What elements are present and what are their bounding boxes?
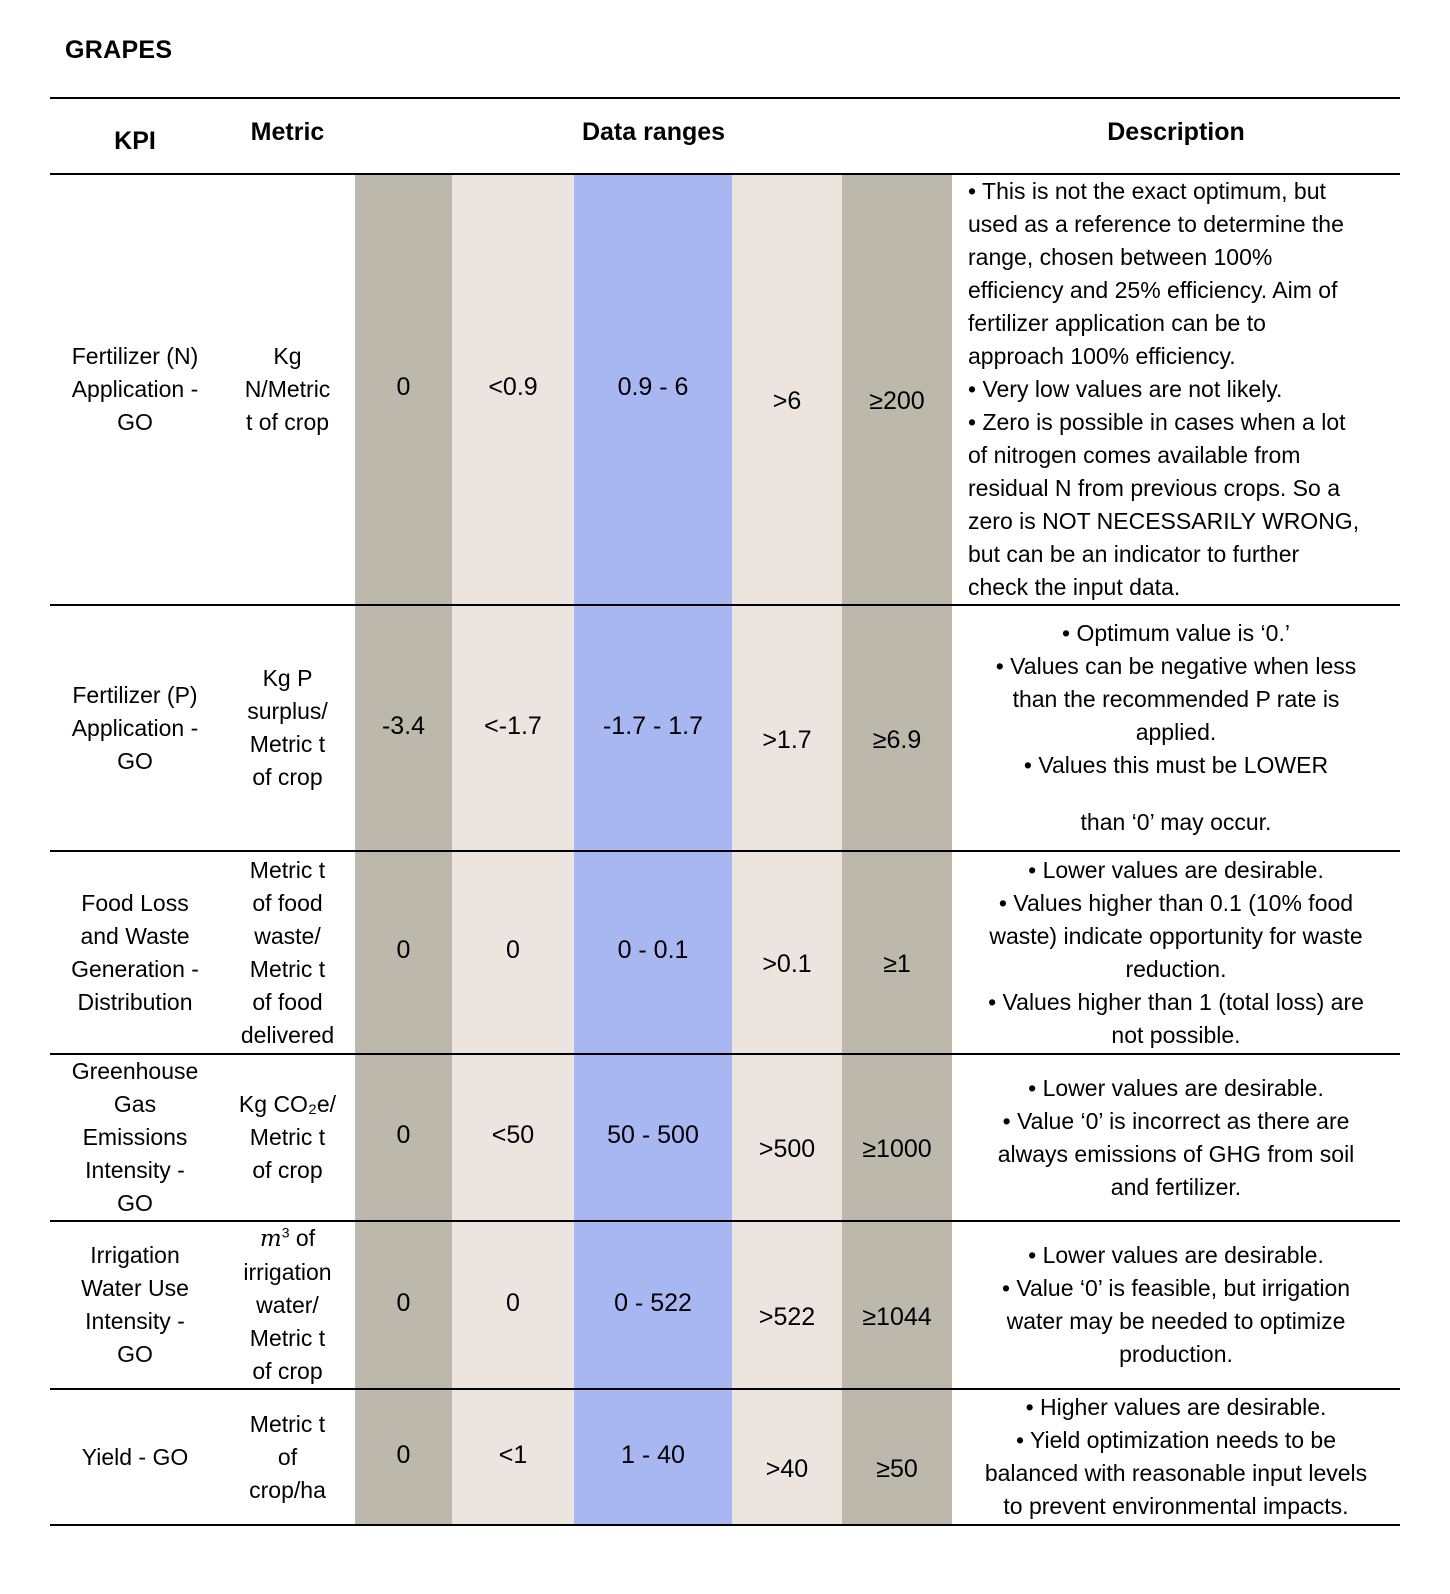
- range-cell-1: [355, 1389, 452, 1525]
- range-cell-2: [452, 851, 574, 1054]
- header-kpi: KPI: [50, 98, 220, 174]
- description-line: to prevent environmental impacts.: [1003, 1493, 1349, 1519]
- kpi-label-line: Water Use: [81, 1275, 189, 1301]
- range-cell-2: [452, 1054, 574, 1221]
- kpi-label-line: GO: [117, 747, 153, 774]
- range-cell-4: [732, 1054, 842, 1221]
- description-line: • Lower values are desirable.: [1028, 1074, 1324, 1101]
- range-value: 0: [396, 936, 411, 964]
- metric-label-line: Metric t: [249, 1124, 326, 1150]
- description-line: • This is not the exact optimum, but: [968, 178, 1326, 204]
- kpi-label-line: Irrigation: [90, 1242, 180, 1268]
- kpi-label-line: Application -: [71, 376, 199, 402]
- metric-label-line: Metric t: [249, 1410, 326, 1437]
- description-line: zero is NOT NECESSARILY WRONG,: [968, 508, 1360, 534]
- range-value: 0: [396, 1440, 411, 1469]
- description-line: check the input data.: [968, 574, 1181, 600]
- metric-label-line: Metric t: [249, 731, 326, 757]
- range-value: <1: [498, 1440, 528, 1469]
- range-value: >0.1: [762, 950, 812, 978]
- kpi-label-line: GO: [117, 1190, 153, 1216]
- description-line: fertilizer application can be to: [968, 310, 1266, 336]
- range-value: ≥1000: [862, 1135, 932, 1163]
- metric-label-line: Kg: [273, 343, 302, 369]
- range-value: >40: [765, 1454, 809, 1483]
- description-cell: [952, 174, 1400, 605]
- range-value: 0: [396, 1121, 411, 1149]
- description-line: • Value ‘0’ is feasible, but irrigation: [1001, 1275, 1351, 1301]
- kpi-cell: [50, 1054, 220, 1221]
- range-value: >6: [772, 387, 802, 415]
- range-value: 50 - 500: [607, 1121, 699, 1149]
- metric-label-line: waste/: [254, 922, 321, 949]
- kpi-label-line: Distribution: [77, 988, 193, 1015]
- metric-label-line: delivered: [240, 1021, 335, 1048]
- range-value: >1.7: [762, 725, 812, 754]
- description-line: than ‘0’ may occur.: [1080, 809, 1272, 835]
- range-cell-5: [842, 851, 952, 1054]
- metric-label-line: crop/ha: [249, 1476, 326, 1503]
- range-value: ≥6.9: [872, 725, 922, 754]
- description-line: approach 100% efficiency.: [968, 343, 1236, 369]
- range-value: >522: [758, 1302, 816, 1331]
- description-line: • Optimum value is ‘0.’: [1062, 620, 1290, 646]
- kpi-label-line: and Waste: [80, 922, 190, 949]
- metric-cell: [220, 1054, 355, 1221]
- header-description: Description: [952, 98, 1400, 174]
- metric-label-line: Metric t: [249, 1325, 326, 1351]
- description-line: balanced with reasonable input levels: [984, 1460, 1368, 1486]
- range-cell-1: [355, 851, 452, 1054]
- metric-unit-base: m: [259, 1226, 282, 1252]
- range-value: <0.9: [488, 373, 538, 401]
- description-line: not possible.: [1111, 1021, 1241, 1048]
- description-line: • Higher values are desirable.: [1025, 1394, 1327, 1420]
- description-line: efficiency and 25% efficiency. Aim of: [968, 277, 1338, 303]
- kpi-cell: [50, 174, 220, 605]
- description-cell: [952, 851, 1400, 1054]
- description-line: • Value ‘0’ is incorrect as there are: [1002, 1107, 1350, 1134]
- metric-label-line: of crop: [252, 764, 323, 790]
- description-line: • Lower values are desirable.: [1028, 856, 1324, 883]
- metric-label-line: of crop: [252, 1358, 323, 1384]
- description-line: used as a reference to determine the: [968, 211, 1344, 237]
- description-line: but can be an indicator to further: [968, 541, 1300, 567]
- metric-unit-line: [224, 1222, 351, 1256]
- range-value: -1.7 - 1.7: [602, 711, 704, 740]
- range-cell-5: [842, 174, 952, 605]
- description-line: range, chosen between 100%: [968, 244, 1273, 270]
- range-cell-1: [355, 1054, 452, 1221]
- description-line: waste) indicate opportunity for waste: [989, 922, 1363, 949]
- description-line: • Values this must be LOWER: [1023, 752, 1329, 778]
- range-cell-5: [842, 605, 952, 851]
- kpi-cell: [50, 605, 220, 851]
- metric-label-line: t of crop: [245, 409, 330, 435]
- description-line: of nitrogen comes available from: [968, 442, 1301, 468]
- metric-cell: [220, 174, 355, 605]
- header-data-ranges: Data ranges: [355, 98, 952, 174]
- range-value: 0: [506, 1288, 520, 1317]
- kpi-label-line: GO: [117, 1341, 153, 1367]
- metric-label-line: Metric t: [249, 955, 326, 982]
- range-cell-3: [574, 1389, 732, 1525]
- metric-label-line: Metric t: [249, 856, 326, 883]
- range-cell-1: [355, 605, 452, 851]
- table-row: [50, 605, 1400, 851]
- header-row: [50, 98, 1400, 174]
- kpi-label-line: Generation -: [71, 955, 199, 982]
- range-cell-4: [732, 1389, 842, 1525]
- table-row: [50, 174, 1400, 605]
- range-value: ≥1044: [862, 1302, 932, 1331]
- range-cell-3: [574, 1221, 732, 1389]
- page-title: GRAPES: [65, 36, 173, 64]
- metric-label-line: surplus/: [247, 698, 328, 724]
- range-cell-1: [355, 174, 452, 605]
- range-value: 0 - 522: [614, 1288, 692, 1317]
- range-value: >500: [758, 1135, 816, 1163]
- metric-cell: [220, 605, 355, 851]
- description-line: • Zero is possible in cases when a lot: [968, 409, 1346, 435]
- description-line: water may be needed to optimize: [1006, 1308, 1346, 1334]
- range-cell-5: [842, 1054, 952, 1221]
- description-line: residual N from previous crops. So a: [968, 475, 1340, 501]
- metric-label-line: N/Metric: [244, 376, 331, 402]
- metric-cell: [220, 1389, 355, 1525]
- description-line: and fertilizer.: [1110, 1173, 1242, 1200]
- description-line: always emissions of GHG from soil: [997, 1140, 1355, 1167]
- range-value: 0.9 - 6: [617, 373, 689, 401]
- metric-unit-rest: of: [289, 1225, 316, 1251]
- description-line: than the recommended P rate is: [1012, 686, 1340, 712]
- kpi-label-line: Application -: [71, 714, 199, 741]
- range-value: 0: [396, 373, 411, 401]
- kpi-label-line: Emissions: [82, 1124, 188, 1150]
- range-cell-2: [452, 174, 574, 605]
- range-value: 0: [506, 936, 520, 964]
- description-line: applied.: [1135, 719, 1217, 745]
- metric-label-line: irrigation: [243, 1259, 332, 1285]
- range-cell-2: [452, 605, 574, 851]
- kpi-table: [50, 97, 1400, 1526]
- kpi-label-line: Gas: [113, 1091, 157, 1117]
- description-line: • Yield optimization needs to be: [1015, 1427, 1337, 1453]
- range-value: ≥1: [883, 950, 911, 978]
- description-line: • Lower values are desirable.: [1028, 1242, 1324, 1268]
- metric-cell: [220, 851, 355, 1054]
- range-cell-3: [574, 605, 732, 851]
- description-cell: [952, 605, 1400, 851]
- kpi-label-line: Yield - GO: [81, 1443, 189, 1470]
- range-value: 0: [396, 1288, 411, 1317]
- kpi-cell: [50, 1221, 220, 1389]
- table-row: [50, 1221, 1400, 1389]
- range-value: -3.4: [381, 711, 426, 740]
- range-cell-5: [842, 1389, 952, 1525]
- range-cell-3: [574, 174, 732, 605]
- range-value: 0 - 0.1: [617, 936, 689, 964]
- range-cell-3: [574, 851, 732, 1054]
- kpi-label-line: Greenhouse: [71, 1058, 199, 1084]
- range-value: <50: [491, 1121, 535, 1149]
- metric-label-line: water/: [256, 1292, 319, 1318]
- kpi-label-line: Intensity -: [85, 1157, 185, 1183]
- table-body: [50, 174, 1400, 1525]
- metric-label-line: of: [277, 1443, 298, 1470]
- range-value: <-1.7: [484, 711, 542, 740]
- description-line: production.: [1119, 1341, 1233, 1367]
- description-line: • Values can be negative when less: [995, 653, 1357, 679]
- range-cell-1: [355, 1221, 452, 1389]
- description-line: • Values higher than 0.1 (10% food: [998, 889, 1354, 916]
- range-cell-4: [732, 1221, 842, 1389]
- description-line: reduction.: [1125, 955, 1227, 982]
- metric-cell: [220, 1221, 355, 1389]
- table-row: [50, 851, 1400, 1054]
- metric-label-line: of crop: [252, 1157, 323, 1183]
- range-cell-3: [574, 1054, 732, 1221]
- table-row: [50, 1389, 1400, 1525]
- kpi-label-line: Intensity -: [85, 1308, 185, 1334]
- kpi-cell: [50, 1389, 220, 1525]
- kpi-cell: [50, 851, 220, 1054]
- metric-label-line: Kg CO₂e/: [238, 1091, 337, 1117]
- description-cell: [952, 1221, 1400, 1389]
- range-cell-2: [452, 1389, 574, 1525]
- range-cell-4: [732, 174, 842, 605]
- range-cell-4: [732, 605, 842, 851]
- range-cell-2: [452, 1221, 574, 1389]
- range-value: 1 - 40: [621, 1440, 685, 1469]
- header-metric: Metric: [220, 98, 355, 174]
- metric-label-line: of food: [252, 988, 323, 1015]
- kpi-label-line: Fertilizer (P): [72, 681, 198, 708]
- description-line: • Values higher than 1 (total loss) are: [988, 988, 1364, 1015]
- kpi-label-line: Food Loss: [81, 889, 189, 916]
- metric-unit-exponent: 3: [281, 1224, 290, 1241]
- description-cell: [952, 1389, 1400, 1525]
- range-value: ≥200: [869, 387, 925, 415]
- metric-label-line: Kg P: [262, 665, 313, 691]
- kpi-label-line: GO: [117, 409, 153, 435]
- description-line: • Very low values are not likely.: [968, 376, 1283, 402]
- range-cell-4: [732, 851, 842, 1054]
- range-value: ≥50: [876, 1454, 918, 1483]
- description-cell: [952, 1054, 1400, 1221]
- kpi-label-line: Fertilizer (N): [71, 343, 199, 369]
- table-row: [50, 1054, 1400, 1221]
- metric-label-line: of food: [252, 889, 323, 916]
- range-cell-5: [842, 1221, 952, 1389]
